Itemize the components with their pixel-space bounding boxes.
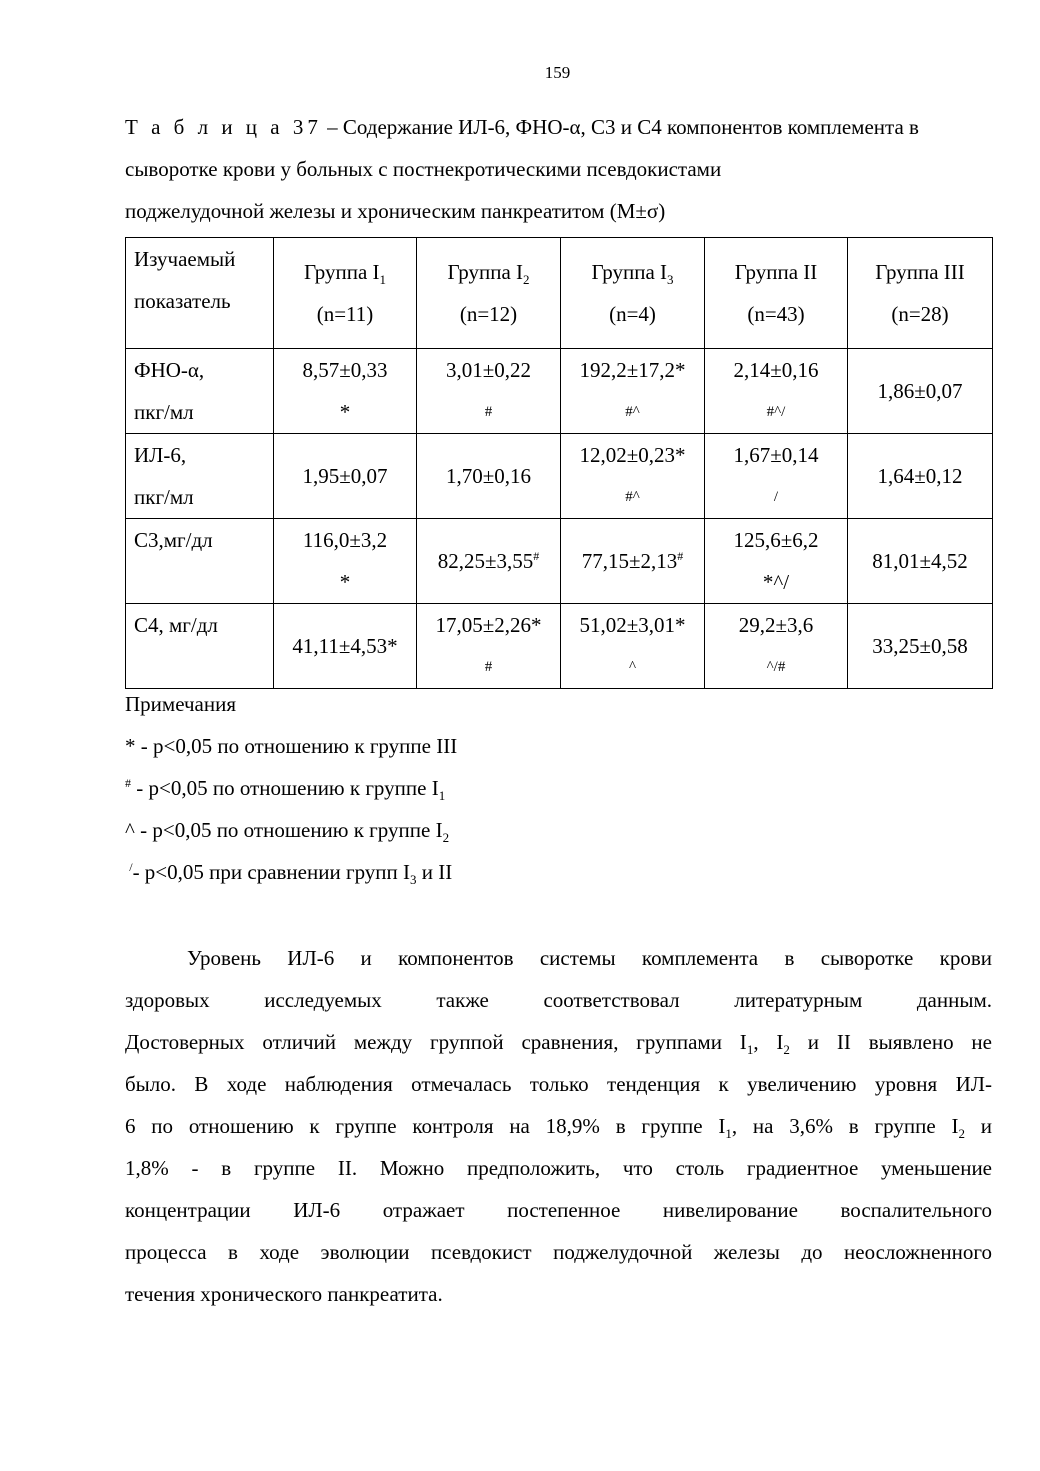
- note-text: - p<0,05 по отношению к группе III: [135, 734, 458, 758]
- table-cell: [561, 604, 705, 689]
- header-group-n: (n=4): [609, 302, 656, 326]
- caption-title: – Содержание ИЛ-6, ФНО-α, С3 и С4 компонентов комплемента в: [321, 115, 919, 139]
- note-marker: ^: [125, 818, 135, 842]
- note-marker: *: [125, 734, 136, 758]
- table-cell: [705, 434, 848, 519]
- cell-mark: #: [677, 549, 684, 563]
- note-marker: #: [125, 776, 131, 790]
- header-group-cell: [417, 238, 561, 349]
- paragraph-line: процесса в ходе эволюции псевдокист поджелудочной железы до неосложненного: [125, 1240, 992, 1264]
- note-text-after: и II: [416, 860, 453, 884]
- header-group-n: (n=28): [891, 302, 949, 326]
- table-cell: [705, 604, 848, 689]
- paragraph-fragment: , I: [753, 1030, 784, 1054]
- cell-value: 1,67±0,14: [733, 443, 819, 467]
- cell-mark: #^: [625, 404, 640, 420]
- header-group-sub: 1: [379, 272, 387, 288]
- table-cell: [561, 434, 705, 519]
- paragraph-sub: 1: [725, 1126, 732, 1142]
- header-param-line-2: показатель: [134, 289, 231, 313]
- paragraph-sub: 2: [783, 1042, 790, 1058]
- cell-mark: #: [484, 659, 493, 675]
- row-param-line-2: пкг/мл: [134, 485, 194, 509]
- paragraph-line: [125, 1105, 992, 1147]
- header-group-label: Группа I: [303, 260, 380, 284]
- cell-mark: ^: [628, 659, 637, 675]
- header-group-name: [417, 251, 560, 293]
- header-group-cell: [561, 238, 705, 349]
- cell-value: 33,25±0,58: [872, 634, 968, 658]
- table-cell: [274, 519, 417, 604]
- cell-mark: ^/#: [766, 659, 786, 675]
- table-cell: [417, 519, 561, 604]
- table-cell: [561, 519, 705, 604]
- paragraph-fragment: Достоверных отличий между группой сравнения, группами I: [125, 1030, 747, 1054]
- header-group-cell: [848, 238, 993, 349]
- header-group-cell: [274, 238, 417, 349]
- cell-value: 1,86±0,07: [877, 379, 963, 403]
- note-item: [125, 851, 1005, 893]
- table-cell: [561, 349, 705, 434]
- table-cell: [848, 604, 993, 689]
- table-caption: [125, 106, 1005, 232]
- cell-value: 81,01±4,52: [872, 549, 968, 573]
- table-cell: [417, 349, 561, 434]
- note-text: - p<0,05 при сравнении групп I: [132, 860, 411, 884]
- header-param-cell: [126, 238, 274, 349]
- cell-value: 125,6±6,2: [733, 528, 819, 552]
- paragraph-fragment: и: [964, 1114, 992, 1138]
- row-param-line-2: пкг/мл: [134, 400, 194, 424]
- cell-value: 17,05±2,26*: [435, 613, 542, 637]
- paragraph-line: течения хронического панкреатита.: [125, 1282, 443, 1306]
- cell-value: 8,57±0,33: [302, 358, 388, 382]
- caption-line-2: сыворотке крови у больных с постнекротическими псевдокистами: [125, 157, 722, 181]
- header-group-n: (n=12): [459, 302, 518, 326]
- table-header-row: [126, 238, 993, 349]
- row-param-line-1: ФНО-α,: [134, 358, 205, 382]
- data-table: [125, 237, 993, 689]
- cell-mark: *^/: [762, 570, 790, 594]
- paragraph-fragment: 6 по отношению к группе контроля на 18,9% в группе I: [125, 1114, 726, 1138]
- cell-value: 12,02±0,23*: [579, 443, 686, 467]
- cell-mark: #: [533, 549, 540, 563]
- header-group-label: Группа II: [734, 260, 818, 284]
- cell-value: 51,02±3,01*: [579, 613, 686, 637]
- table-cell: [848, 349, 993, 434]
- paragraph-sub: 1: [746, 1042, 754, 1058]
- header-group-name: [274, 251, 416, 293]
- cell-value: 29,2±3,6: [738, 613, 814, 637]
- row-param-line-1: С4, мг/дл: [134, 613, 218, 637]
- note-text: - p<0,05 по отношению к группе I: [131, 776, 439, 800]
- header-group-sub: 2: [523, 272, 530, 288]
- paragraph-line: [125, 1021, 992, 1063]
- note-marker: /: [129, 860, 133, 874]
- header-param-line-1: Изучаемый: [134, 247, 236, 271]
- cell-value: 82,25±3,55: [437, 549, 534, 573]
- cell-value: 77,15±2,13: [581, 549, 678, 573]
- header-group-n: (n=43): [747, 302, 805, 326]
- cell-value: 116,0±3,2: [302, 528, 388, 552]
- paragraph-line: было. В ходе наблюдения отмечалась только тенденция к увеличению уровня ИЛ-: [125, 1072, 992, 1096]
- table-row: [126, 604, 993, 689]
- paragraph-line: концентрации ИЛ-6 отражает постепенное нивелирование воспалительного: [125, 1198, 992, 1222]
- note-item: [125, 809, 1005, 851]
- header-group-label: Группа I: [447, 260, 524, 284]
- note-item: [125, 767, 1005, 809]
- table-cell: [705, 349, 848, 434]
- table-cell: [848, 519, 993, 604]
- cell-value: 1,64±0,12: [877, 464, 963, 488]
- table-cell: [274, 434, 417, 519]
- cell-mark: *: [339, 570, 351, 594]
- cell-mark: *: [339, 400, 351, 424]
- note-sub: 3: [410, 872, 417, 888]
- table-row: [126, 519, 993, 604]
- table-cell: [274, 349, 417, 434]
- cell-mark: /: [773, 489, 779, 505]
- table-cell: [848, 434, 993, 519]
- table-cell: [274, 604, 417, 689]
- note-text: - p<0,05 по отношению к группе I: [134, 818, 443, 842]
- cell-value: 2,14±0,16: [733, 358, 819, 382]
- cell-value: 41,11±4,53*: [292, 634, 398, 658]
- cell-mark: #^: [625, 489, 640, 505]
- caption-line-3: поджелудочной железы и хроническим панкреатитом (М±σ): [125, 199, 666, 223]
- cell-mark: #^/: [766, 404, 786, 420]
- header-group-name: [848, 251, 992, 293]
- row-param-cell: [126, 349, 274, 434]
- header-group-n: (n=11): [316, 302, 374, 326]
- paragraph-line: 1,8% - в группе II. Можно предположить, что столь градиентное уменьшение: [125, 1156, 992, 1180]
- table-cell: [705, 519, 848, 604]
- header-group-name: [705, 251, 847, 293]
- table-notes: [125, 683, 1005, 893]
- cell-value-wrap: [561, 540, 704, 582]
- header-group-name: [561, 251, 704, 293]
- body-paragraph: [125, 937, 992, 1315]
- table-cell: [417, 434, 561, 519]
- note-sub: 2: [442, 830, 450, 846]
- cell-value: 1,95±0,07: [302, 464, 388, 488]
- table-cell: [417, 604, 561, 689]
- header-group-sub: 3: [667, 272, 674, 288]
- row-param-cell: [126, 434, 274, 519]
- caption-line-1: [125, 106, 1005, 148]
- paragraph-sub: 2: [958, 1126, 965, 1142]
- row-param-line-1: С3,мг/дл: [134, 528, 213, 552]
- cell-value: 192,2±17,2*: [579, 358, 686, 382]
- paragraph-line: Уровень ИЛ-6 и компонентов системы комплемента в сыворотке крови: [187, 946, 992, 970]
- table-row: [126, 434, 993, 519]
- header-group-label: Группа I: [591, 260, 668, 284]
- caption-label: Т а б л и ц а 37: [125, 115, 322, 139]
- cell-value-wrap: [417, 540, 560, 582]
- cell-value: 1,70±0,16: [445, 464, 532, 488]
- note-item: [125, 725, 1005, 767]
- paragraph-fragment: , на 3,6% в группе I: [731, 1114, 959, 1138]
- notes-title: Примечания: [125, 692, 237, 716]
- header-group-cell: [705, 238, 848, 349]
- paragraph-line: здоровых исследуемых также соответствовал литературным данным.: [125, 988, 992, 1012]
- row-param-cell: [126, 604, 274, 689]
- row-param-cell: [126, 519, 274, 604]
- cell-mark: #: [484, 404, 493, 420]
- paragraph-fragment: и II выявлено не: [789, 1030, 992, 1054]
- page-number: 159: [544, 63, 571, 82]
- note-sub: 1: [438, 788, 446, 804]
- header-group-label: Группа III: [875, 260, 965, 284]
- table-row: [126, 349, 993, 434]
- cell-value: 3,01±0,22: [445, 358, 532, 382]
- row-param-line-1: ИЛ-6,: [134, 443, 187, 467]
